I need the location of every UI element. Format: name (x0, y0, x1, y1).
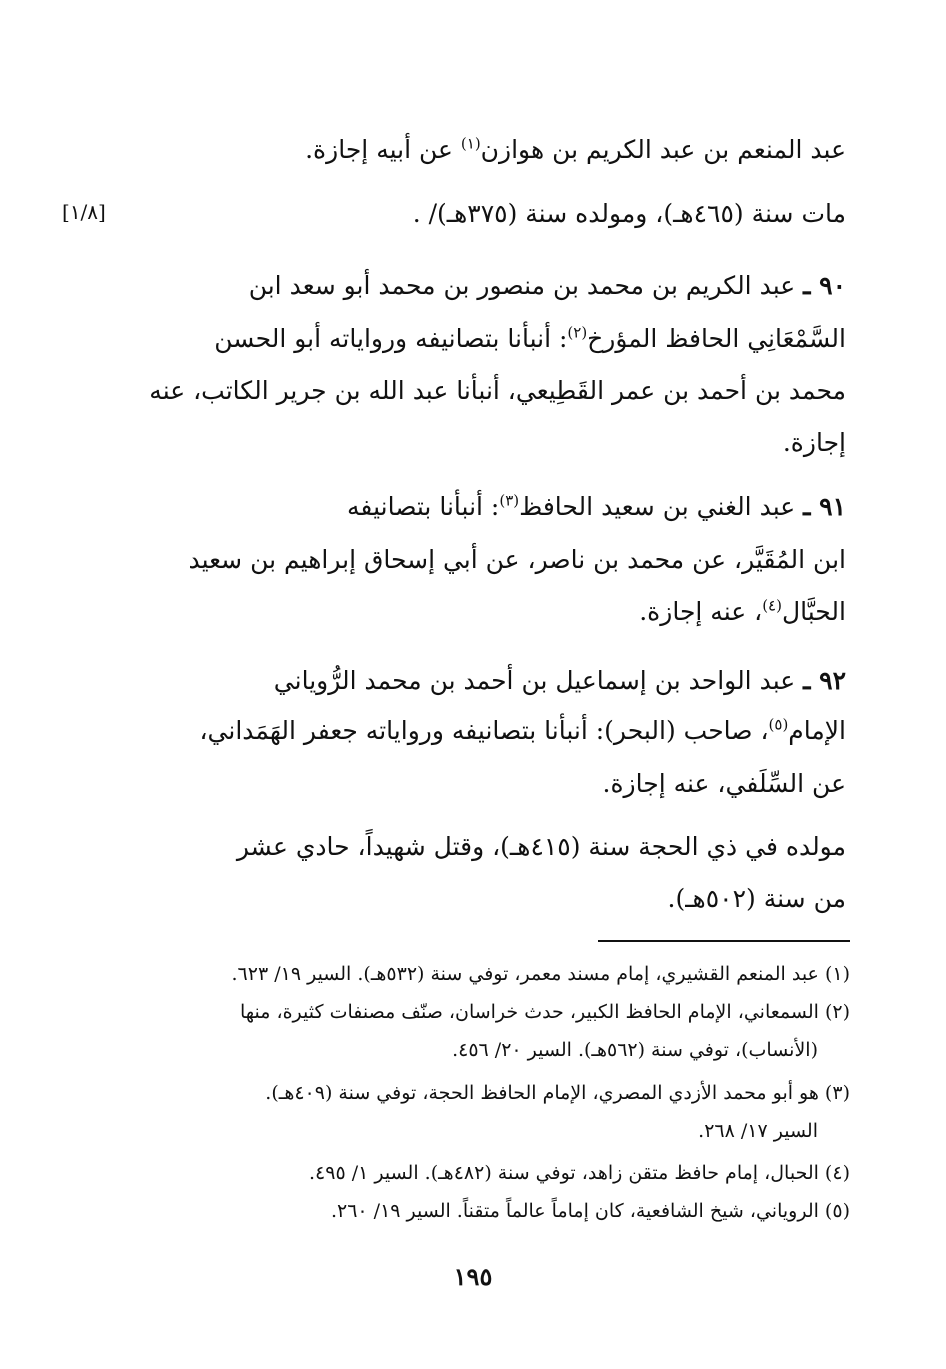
entry-91-number: ٩١ ـ (803, 492, 846, 521)
entry-92-line-3: عن السِّلَفي، عنه إجازة. (602, 769, 846, 798)
entry-92-text-2b: ، صاحب (البحر): أنبأنا بتصانيفه ورواياته جعفر الهَمَداني، (199, 716, 769, 745)
footnote-5: (٥) الروياني، شيخ الشافعية، كان إماماً عالماً متقناً. السير ١٩/ ٢٦٠. (330, 1200, 850, 1222)
entry-90-number: ٩٠ ـ (803, 271, 846, 300)
footnote-1: (١) عبد المنعم القشيري، إمام مسند معمر، توفي سنة (٥٣٢هـ). السير ١٩/ ٦٢٣. (231, 963, 850, 985)
entry-92-text-2a: الإمام (788, 716, 846, 745)
entry-92-line-1 (274, 664, 846, 698)
entry-89-text-a: عبد المنعم بن عبد الكريم بن هوازن (480, 135, 846, 164)
footnote-2-line-2: (الأنساب)، توفي سنة (٥٦٢هـ). السير ٢٠/ ٤٥٦. (452, 1039, 818, 1061)
entry-92-line-4: مولده في ذي الحجة سنة (٤١٥هـ)، وقتل شهيداً، حادي عشر (236, 832, 846, 861)
footnote-3-line-2: السير ١٧/ ٢٦٨. (698, 1120, 818, 1142)
entry-91-line-1 (347, 490, 846, 524)
footnote-4: (٤) الحبال، إمام حافظ متقن زاهد، توفي سنة (٤٨٢هـ). السير ١/ ٤٩٥. (309, 1162, 850, 1184)
entry-92-line-2 (199, 714, 846, 748)
footnote-marker-2[interactable]: (٢) (567, 323, 588, 342)
entry-91-text-3a: الحبَّال (781, 597, 846, 626)
footnote-marker-1[interactable]: (١) (460, 134, 481, 153)
entry-90-line-4: إجازة. (782, 428, 846, 457)
entry-92-line-5: من سنة (٥٠٢هـ). (667, 884, 846, 913)
entry-90-line-2 (214, 322, 846, 356)
entry-92-number: ٩٢ ـ (803, 666, 846, 695)
entry-90-text-2a: السَّمْعَانِي الحافظ المؤرخ (587, 324, 846, 353)
entry-90-text-1: عبد الكريم بن محمد بن منصور بن محمد أبو سعد ابن (248, 271, 804, 300)
entry-91-text-3b: ، عنه إجازة. (639, 597, 763, 626)
entry-89-line-1 (305, 133, 846, 167)
entry-90-text-2b: : أنبأنا بتصانيفه ورواياته أبو الحسن (214, 324, 568, 353)
entry-90-line-3: محمد بن أحمد بن عمر القَطِيعي، أنبأنا عبد الله بن جرير الكاتب، عنه (149, 376, 846, 405)
entry-91-text-1b: : أنبأنا بتصانيفه (347, 492, 500, 521)
footnote-marker-3[interactable]: (٣) (499, 491, 520, 510)
entry-91-line-2: ابن المُقَيَّر، عن محمد بن ناصر، عن أبي إسحاق إبراهيم بن سعيد (188, 545, 846, 574)
entry-90-line-1 (249, 269, 846, 303)
entry-91-line-3 (639, 595, 846, 629)
entry-92-text-1: عبد الواحد بن إسماعيل بن أحمد بن محمد الرُّوياني (273, 666, 804, 695)
footnote-3-line-1: (٣) هو أبو محمد الأزدي المصري، الإمام الحافظ الحجة، توفي سنة (٤٠٩هـ). (265, 1082, 850, 1104)
footnote-2-line-1: (٢) السمعاني، الإمام الحافظ الكبير، حدث خراسان، صنّف مصنفات كثيرة، منها (239, 1001, 850, 1023)
footnote-separator (598, 940, 850, 942)
footnote-marker-5[interactable]: (٥) (768, 715, 789, 734)
entry-91-text-1a: عبد الغني بن سعيد الحافظ (519, 492, 804, 521)
footnote-marker-4[interactable]: (٤) (762, 596, 782, 615)
page-number: ١٩٥ (453, 1262, 493, 1291)
margin-reference: [١/٨] (62, 200, 106, 224)
entry-89-text-b: عن أبيه إجازة. (305, 135, 461, 164)
entry-89-line-2: مات سنة (٤٦٥هـ)، ومولده سنة (٣٧٥هـ)/ . (412, 199, 846, 228)
